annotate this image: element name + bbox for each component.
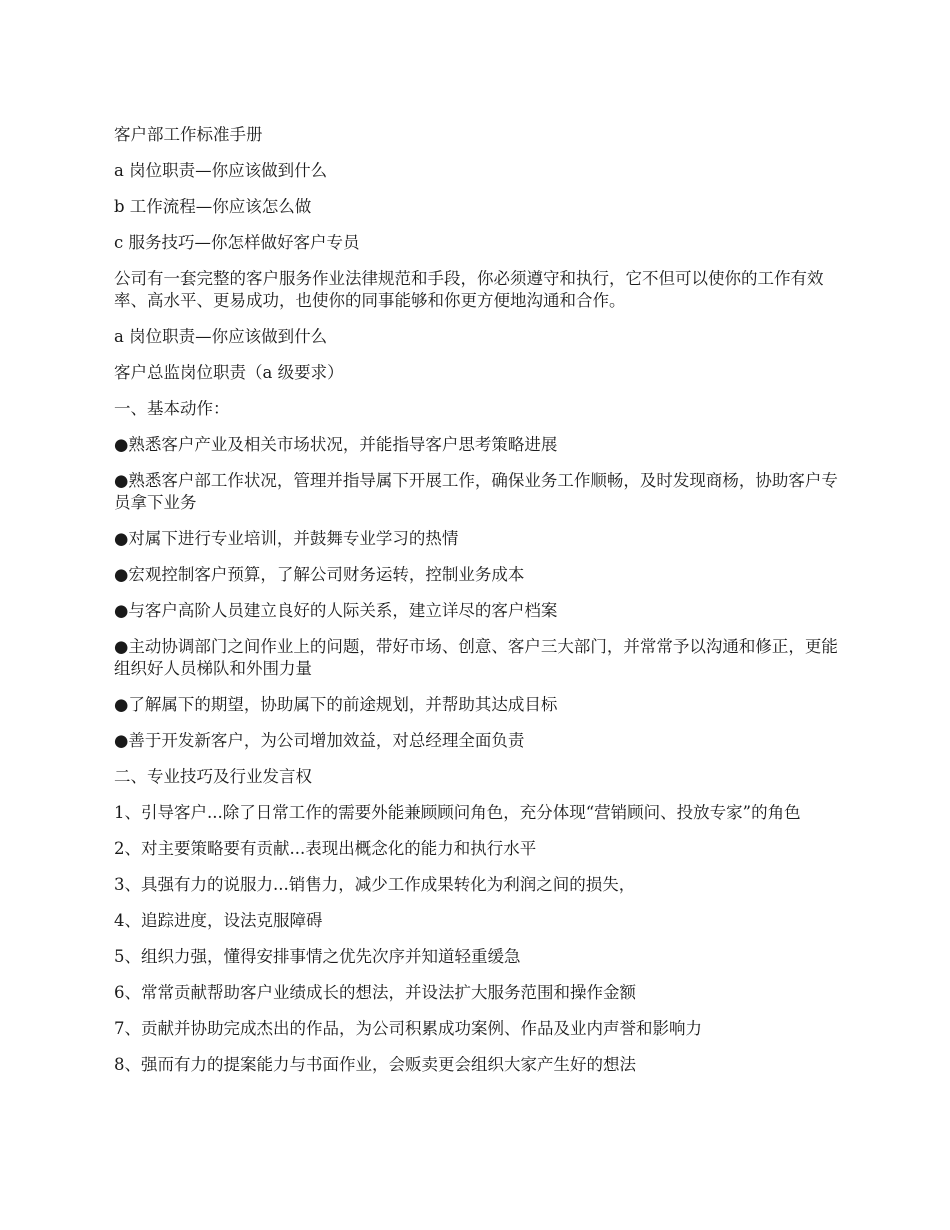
numbered-item: 2、对主要策略要有贡献...表现出概念化的能力和执行水平 bbox=[114, 839, 537, 858]
document-title: 客户部工作标准手册 bbox=[114, 125, 263, 144]
bullet-item: ●了解属下的期望，协助属下的前途规划，并帮助其达成目标 bbox=[114, 695, 558, 714]
numbered-item: 8、强而有力的提案能力与书面作业，会贩卖更会组织大家产生好的想法 bbox=[114, 1055, 636, 1074]
subsection-heading-skills: 二、专业技巧及行业发言权 bbox=[114, 767, 312, 786]
bullet-item: ●熟悉客户产业及相关市场状况，并能指导客户思考策略进展 bbox=[114, 435, 558, 454]
toc-item-a: a 岗位职责—你应该做到什么 bbox=[114, 161, 328, 180]
numbered-item: 1、引导客户...除了日常工作的需要外能兼顾顾问角色，充分体现“营销顾问、投放专家”的角色 bbox=[114, 803, 801, 822]
bullet-item: ●善于开发新客户，为公司增加效益，对总经理全面负责 bbox=[114, 731, 525, 750]
numbered-item: 7、贡献并协助完成杰出的作品，为公司积累成功案例、作品及业内声誉和影响力 bbox=[114, 1019, 702, 1038]
document-body bbox=[114, 124, 844, 1090]
toc-item-b: b 工作流程—你应该怎么做 bbox=[114, 197, 312, 216]
role-heading: 客户总监岗位职责（a 级要求） bbox=[114, 363, 344, 382]
numbered-item: 6、常常贡献帮助客户业绩成长的想法，并设法扩大服务范围和操作金额 bbox=[114, 983, 636, 1002]
bullet-item: ●对属下进行专业培训，并鼓舞专业学习的热情 bbox=[114, 529, 459, 548]
bullet-item: ●与客户高阶人员建立良好的人际关系，建立详尽的客户档案 bbox=[114, 601, 558, 620]
numbered-item: 3、具强有力的说服力...销售力，减少工作成果转化为利润之间的损失， bbox=[114, 875, 636, 894]
toc-item-c: c 服务技巧—你怎样做好客户专员 bbox=[114, 233, 360, 252]
bullet-item: ●主动协调部门之间作业上的问题，带好市场、创意、客户三大部门，并常常予以沟通和修正，更能组织好人员梯队和外围力量 bbox=[114, 637, 838, 678]
numbered-item: 5、组织力强，懂得安排事情之优先次序并知道轻重缓急 bbox=[114, 947, 521, 966]
section-heading-a: a 岗位职责—你应该做到什么 bbox=[114, 327, 328, 346]
numbered-item: 4、追踪进度，设法克服障碍 bbox=[114, 911, 323, 930]
bullet-item: ●宏观控制客户预算，了解公司财务运转，控制业务成本 bbox=[114, 565, 525, 584]
intro-paragraph: 公司有一套完整的客户服务作业法律规范和手段，你必须遵守和执行，它不但可以使你的工作有效率、高水平、更易成功，也使你的同事能够和你更方便地沟通和合作。 bbox=[114, 269, 824, 310]
subsection-heading-basic: 一、基本动作： bbox=[114, 399, 230, 418]
bullet-item: ●熟悉客户部工作状况，管理并指导属下开展工作，确保业务工作顺畅，及时发现商杨，协助客户专员拿下业务 bbox=[114, 471, 838, 512]
